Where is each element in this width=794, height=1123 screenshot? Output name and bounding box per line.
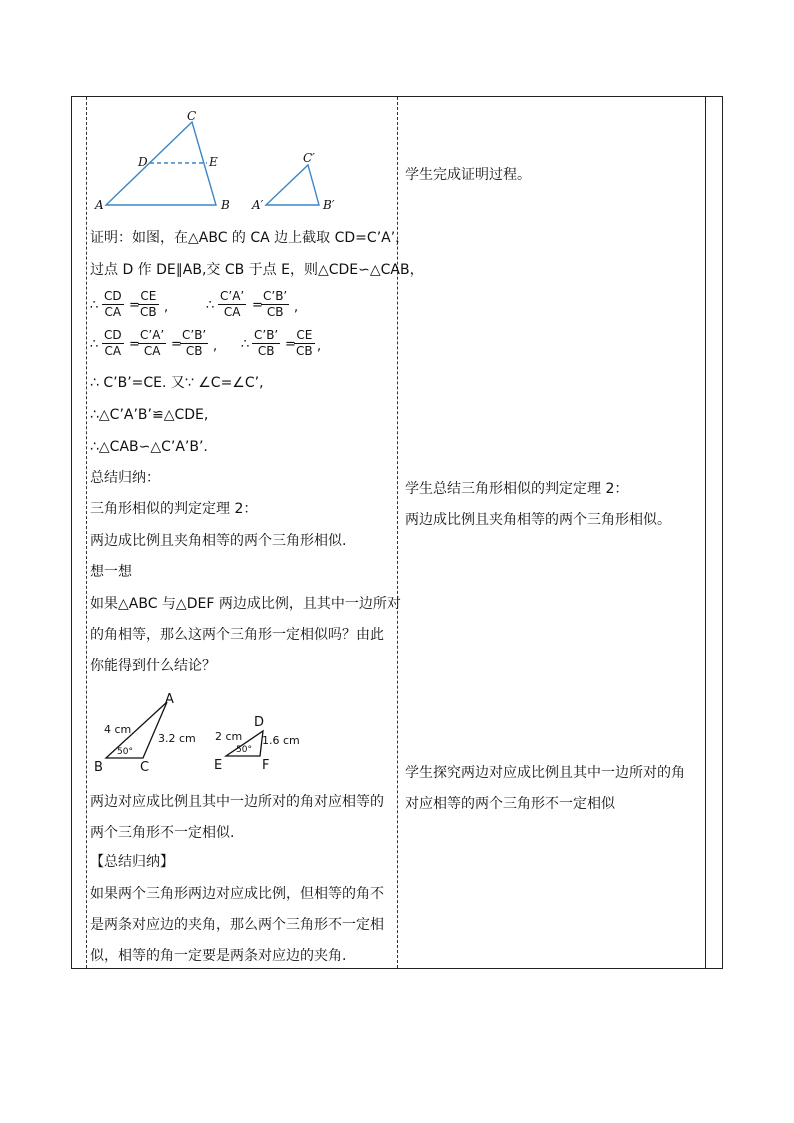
side-ed-length: 2 cm — [215, 730, 243, 743]
side-ab-length: 4 cm — [104, 723, 132, 736]
angle-e-label: 50° — [236, 745, 252, 755]
label-e: E — [209, 155, 218, 169]
label-b-prime: B′ — [323, 198, 335, 212]
fraction: $\frac{CD}{CA}$ — [104, 289, 122, 319]
label-f: F — [262, 758, 270, 773]
summary2-line-2: 是两条对应边的夹角，那么两个三角形不一定相 — [90, 917, 384, 933]
student-note-1: 学生完成证明过程。 — [405, 167, 531, 183]
question-line-2: 的角相等，那么这两个三角形一定相似吗？由此 — [90, 627, 384, 643]
equals-sign: = — [252, 298, 263, 313]
student-note-2b: 两边成比例且夹角相等的两个三角形相似。 — [405, 512, 671, 528]
fraction: $\frac{C’A’}{CA}$ — [220, 289, 245, 319]
proof-line-3: ∴ C’B’=CE. 又∵ ∠C=∠C’, — [90, 375, 264, 391]
student-note-2a: 学生总结三角形相似的判定定理 2： — [405, 481, 629, 497]
fraction: $\frac{C’B’}{CB}$ — [182, 328, 207, 358]
comma: , — [317, 339, 322, 354]
comma: , — [213, 339, 218, 354]
fraction: $\frac{C’B’}{CB}$ — [263, 289, 288, 319]
counterexample-triangles-figure — [88, 688, 318, 776]
equals-sign: = — [129, 298, 140, 313]
label-a: A — [95, 198, 104, 212]
proof-line-4: ∴△C’A’B’≌△CDE, — [90, 407, 209, 423]
similar-triangles-figure — [88, 108, 348, 218]
side-ac-length: 3.2 cm — [158, 732, 196, 745]
answer-line-2: 两个三角形不一定相似. — [90, 825, 235, 841]
summary-heading: 总结归纳： — [90, 470, 160, 486]
question-line-1: 如果△ABC 与△DEF 两边成比例，且其中一边所对 — [90, 596, 401, 612]
think-heading: 想一想 — [90, 564, 132, 580]
column-divider — [705, 97, 706, 968]
fraction: $\frac{C’B’}{CB}$ — [254, 328, 279, 358]
therefore-symbol: ∴ — [206, 298, 215, 313]
question-line-3: 你能得到什么结论？ — [90, 658, 216, 674]
theorem-title: 三角形相似的判定定理 2： — [90, 501, 258, 517]
label-b: B — [94, 760, 103, 775]
therefore-symbol: ∴ — [90, 337, 99, 352]
therefore-symbol: ∴ — [90, 298, 99, 313]
fraction: $\frac{C’A’}{CA}$ — [140, 328, 165, 358]
summary2-line-1: 如果两个三角形两边对应成比例，但相等的角不 — [90, 886, 384, 902]
triangle-a-prime-b-prime-c-prime — [266, 165, 319, 205]
theorem-text: 两边成比例且夹角相等的两个三角形相似. — [90, 533, 347, 549]
comma: , — [294, 300, 299, 315]
proof-line-5: ∴△CAB∽△C’A’B’. — [90, 439, 208, 455]
column-divider — [86, 97, 87, 968]
summary2-line-3: 似，相等的角一定要是两条对应边的夹角. — [90, 948, 347, 964]
column-divider — [397, 97, 398, 968]
label-a: A — [165, 692, 174, 707]
comma: , — [164, 300, 169, 315]
student-note-3b: 对应相等的两个三角形不一定相似 — [405, 796, 615, 812]
side-df-length: 1.6 cm — [262, 734, 300, 747]
label-e: E — [214, 758, 223, 773]
student-note-3a: 学生探究两边对应成比例且其中一边所对的角 — [405, 765, 685, 781]
fraction: $\frac{CE}{CB}$ — [296, 328, 313, 358]
proof-line-1: 证明：如图，在△ABC 的 CA 边上截取 CD=C’A’， — [90, 230, 410, 246]
fraction: $\frac{CE}{CB}$ — [140, 289, 157, 319]
summary2-heading: 【总结归纳】 — [90, 854, 174, 870]
label-c: C — [187, 109, 197, 123]
equals-sign: = — [285, 337, 296, 352]
label-d: D — [254, 715, 265, 730]
therefore-symbol: ∴ — [241, 337, 250, 352]
label-c: C — [140, 760, 150, 775]
label-d: D — [138, 155, 148, 169]
equals-sign: = — [171, 337, 182, 352]
label-a-prime: A′ — [252, 198, 264, 212]
equals-sign: = — [129, 337, 140, 352]
label-b: B — [221, 198, 230, 212]
proof-line-2: 过点 D 作 DE∥AB,交 CB 于点 E，则△CDE∽△CAB， — [90, 262, 424, 278]
answer-line-1: 两边对应成比例且其中一边所对的角对应相等的 — [90, 794, 384, 810]
label-c-prime: C′ — [303, 151, 315, 165]
fraction: $\frac{CD}{CA}$ — [104, 328, 122, 358]
angle-b-label: 50° — [117, 747, 133, 757]
